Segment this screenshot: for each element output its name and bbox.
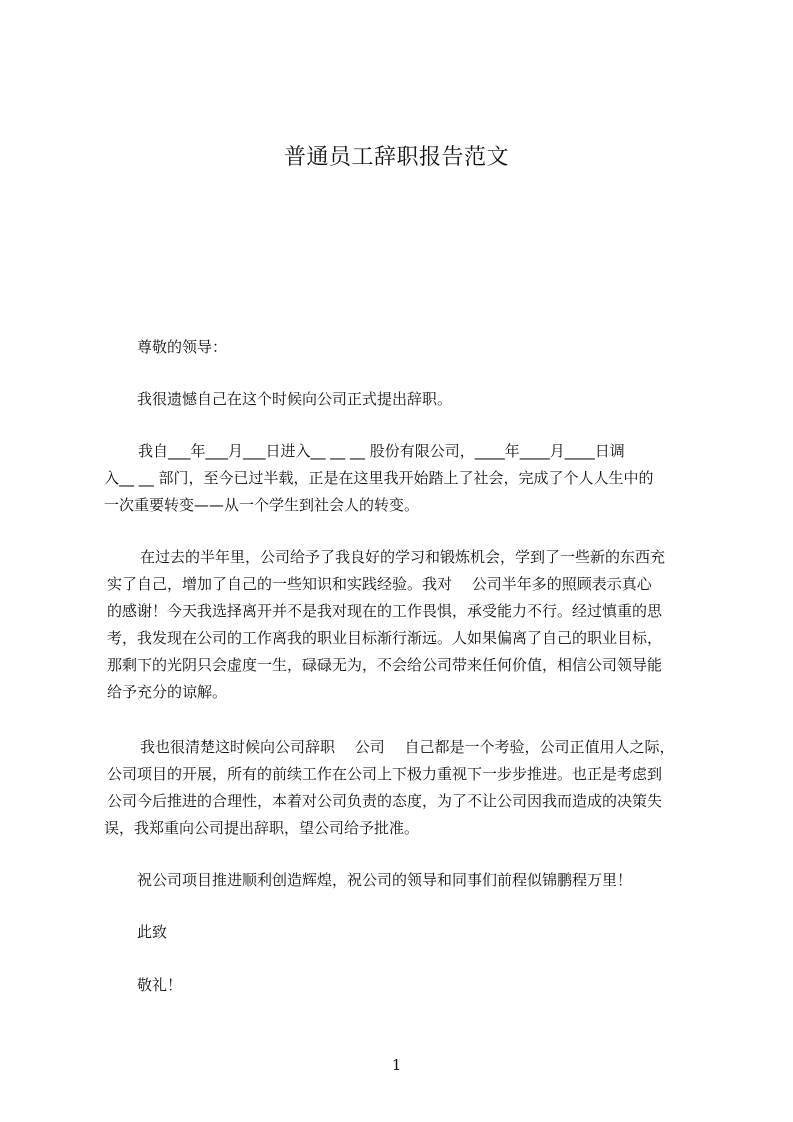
- paragraph-line: 给予充分的谅解。: [107, 683, 228, 701]
- paragraph-line: 误，我郑重向公司提出辞职，望公司给予批准。: [104, 819, 420, 837]
- salutation: 尊敬的领导：: [137, 338, 228, 356]
- paragraph-line: 入__ __ 部门，至今已过半载，正是在这里我开始踏上了社会，完成了个人人生中的: [104, 469, 654, 487]
- page-number: 1: [391, 1056, 402, 1074]
- paragraph-line: 公司项目的开展，所有的前续工作在公司上下极力重视下一步步推进。也正是考虑到: [107, 765, 663, 783]
- document-title: 普通员工辞职报告范文: [283, 145, 509, 170]
- paragraph-line: 的感谢！今天我选择离开并不是我对现在的工作畏惧，承受能力不行。经过慎重的思: [107, 602, 663, 620]
- paragraph-line: 那剩下的光阴只会虚度一生，碌碌无为，不会给公司带来任何价值，相信公司领导能: [107, 656, 663, 674]
- paragraph-line: 考，我发现在公司的工作离我的职业目标渐行渐远。人如果偏离了自己的职业目标，: [107, 629, 663, 647]
- closing-line: 此致: [137, 923, 168, 941]
- paragraph-line: 我也很清楚这时候向公司辞职 公司 自己都是一个考验，公司正值用人之际，: [140, 738, 675, 756]
- paragraph-line: 在过去的半年里，公司给予了我良好的学习和锻炼机会，学到了一些新的东西充: [140, 548, 666, 566]
- paragraph-line: 一次重要转变——从一个学生到社会人的转变。: [104, 496, 420, 514]
- paragraph-line: 祝公司项目推进顺利创造辉煌，祝公司的领导和同事们前程似锦鹏程万里！: [137, 871, 633, 889]
- closing-line: 敬礼！: [137, 976, 183, 994]
- paragraph-line: 我很遗憾自己在这个时候向公司正式提出辞职。: [137, 390, 453, 408]
- paragraph-line: 我自___年___月___日进入__ __ __ 股份有限公司，____年____月____日调: [138, 442, 625, 460]
- paragraph-line: 实了自己，增加了自己的一些知识和实践经验。我对 公司半年多的照顾表示真心: [107, 575, 652, 593]
- paragraph-line: 公司今后推进的合理性，本着对公司负责的态度，为了不让公司因我而造成的决策失: [107, 792, 663, 810]
